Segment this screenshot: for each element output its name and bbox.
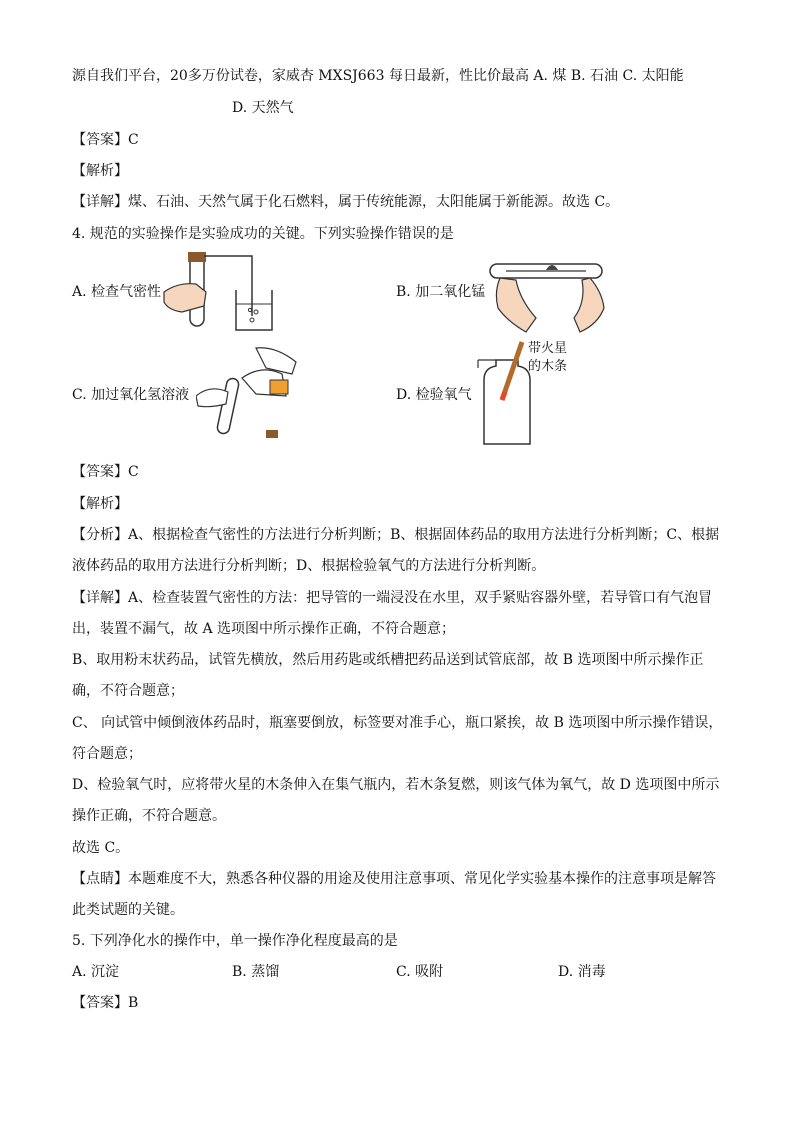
option-a-q4: A. 检查气密性 [72,284,162,300]
question-4: 4. 规范的实验操作是实验成功的关键。下列实验操作错误的是 [72,226,454,242]
option-b-q5: B. 蒸馏 [232,964,280,980]
detail-q4-line5: C、 向试管中倾倒液体药品时，瓶塞要倒放，标签要对准手心，瓶口紧挨，故 B 选项图中所示操作错误， [72,715,723,731]
figure-adding-mno2 [486,248,614,336]
figure-pouring-liquid [196,344,306,440]
option-c-q5: C. 吸附 [396,964,444,980]
detail-q4-line6: 符合题意； [72,746,142,762]
analysis-heading-q4: 【解析】 [72,496,128,512]
analysis-q4-line1: 【分析】A、根据检查气密性的方法进行分析判断；B、根据固体药品的取用方法进行分析判断；C、根据 [72,527,720,543]
label-splint-1: 带火星 [528,341,568,356]
option-c-q4: C. 加过氧化氢溶液 [72,387,190,403]
answer-q5: 【答案】B [72,995,139,1011]
detail-q4-line1: 【详解】A、检查装置气密性的方法：把导管的一端浸没在水里，双手紧贴容器外壁，若导管口有气泡冒 [72,590,713,606]
detail-q4-line9: 故选 C。 [72,840,130,856]
text-line: 源自我们平台，20多万份试卷，家威杏 MXSJ663 每日最新，性比价最高 A. 煤 B. 石油 C. 太阳能 [72,68,684,84]
detail-q4-line2: 出，装置不漏气，故 A 选项图中所示操作正确，不符合题意； [72,621,456,637]
answer-q4: 【答案】C [72,464,139,480]
detail-q4-line4: 确，不符合题意； [72,683,184,699]
option-d-q4: D. 检验氧气 [396,387,472,403]
answer-q3: 【答案】C [72,132,139,148]
comment-q4-line1: 【点睛】本题难度不大，熟悉各种仪器的用途及使用注意事项、常见化学实验基本操作的注意事项是解答 [72,871,716,887]
figure-airtightness-check [160,246,280,336]
detail-q4-line3: B、取用粉末状药品，试管先横放，然后用药匙或纸槽把药品送到试管底部，故 B 选项图中所示操作正 [72,652,704,668]
analysis-q4-line2: 液体药品的取用方法进行分析判断；D、根据检验氧气的方法进行分析判断。 [72,558,546,574]
detail-q4-line7: D、检验氧气时，应将带火星的木条伸入在集气瓶内，若木条复燃，则该气体为氧气，故 D 选项图中所示 [72,777,720,793]
question-5: 5. 下列净化水的操作中，单一操作净化程度最高的是 [72,933,398,949]
comment-q4-line2: 此类试题的关键。 [72,902,184,918]
option-d-q3: D. 天然气 [232,100,294,116]
detail-q4-line8: 操作正确，不符合题意。 [72,808,226,824]
analysis-heading-q3: 【解析】 [72,163,128,179]
option-d-q5: D. 消毒 [558,964,606,980]
detail-q3: 【详解】煤、石油、天然气属于化石燃料，属于传统能源，太阳能属于新能源。故选 C。 [72,194,620,210]
label-splint-2: 的木条 [528,359,568,374]
option-a-q5: A. 沉淀 [72,964,120,980]
option-b-q4: B. 加二氧化锰 [396,284,486,300]
